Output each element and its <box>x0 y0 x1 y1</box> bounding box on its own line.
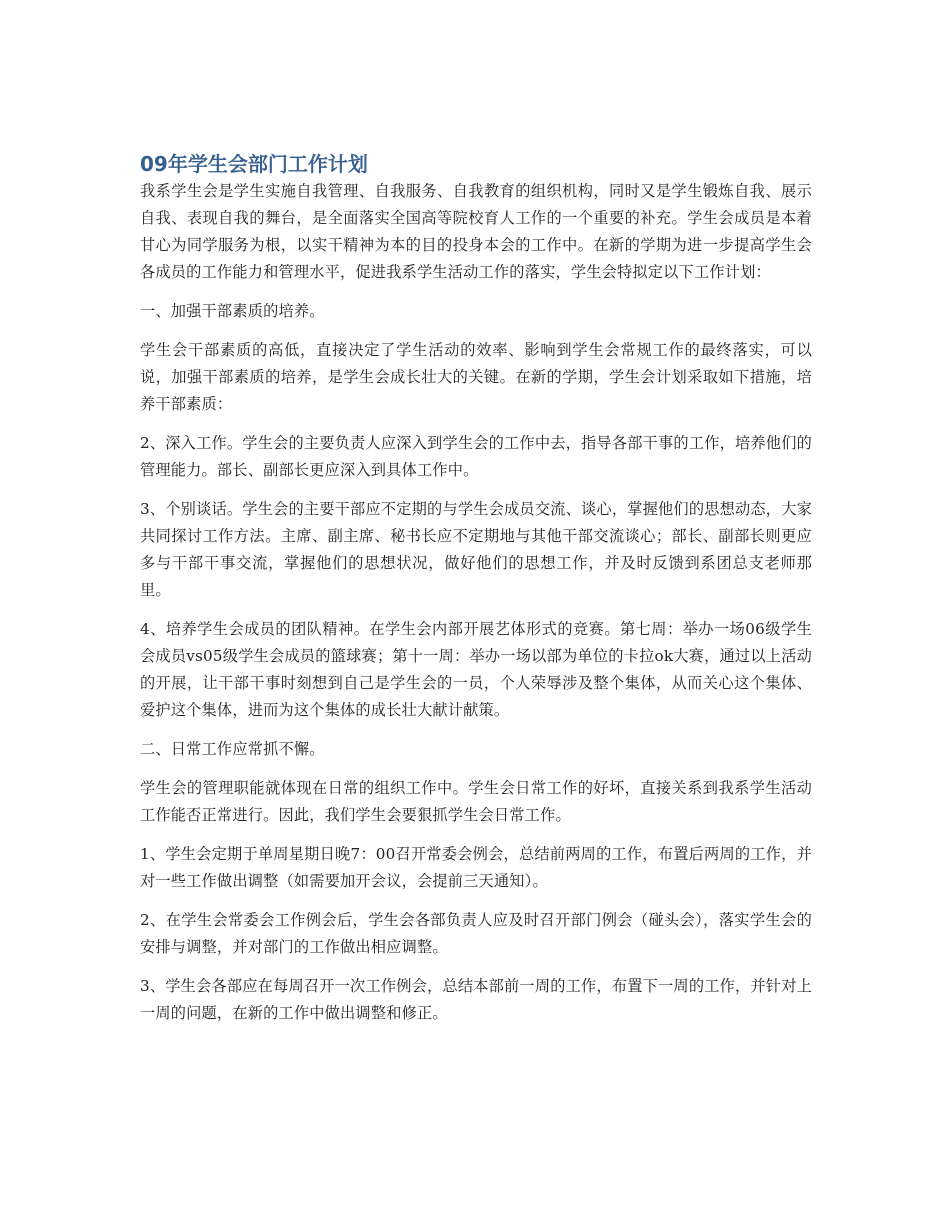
list-item: 3、个别谈话。学生会的主要干部应不定期的与学生会成员交流、谈心，掌握他们的思想动态，大家共同探讨工作方法。主席、副主席、秘书长应不定期地与其他干部交流谈心；部长、副部长则更应多与干部干事交流，掌握他们的思想状况，做好他们的思想工作，并及时反馈到系团总支老师那里。 <box>140 500 812 599</box>
section-heading-1: 一、加强干部素质的培养。 <box>140 302 325 320</box>
paragraph: 学生会的管理职能就体现在日常的组织工作中。学生会日常工作的好坏，直接关系到我系学生活动工作能否正常进行。因此，我们学生会要狠抓学生会日常工作。 <box>140 779 812 824</box>
document-title: 09年学生会部门工作计划 <box>140 152 368 176</box>
list-item: 1、学生会定期于单周星期日晚7：00召开常委会例会，总结前两周的工作，布置后两周的工作，并对一些工作做出调整（如需要加开会议，会提前三天通知）。 <box>140 845 812 890</box>
list-item: 2、在学生会常委会工作例会后，学生会各部负责人应及时召开部门例会（碰头会），落实学生会的安排与调整，并对部门的工作做出相应调整。 <box>140 911 812 956</box>
document-page <box>140 150 812 1039</box>
paragraph: 学生会干部素质的高低，直接决定了学生活动的效率、影响到学生会常规工作的最终落实，可以说，加强干部素质的培养，是学生会成长壮大的关键。在新的学期，学生会计划采取如下措施，培养干部素质： <box>140 341 812 413</box>
paragraph-intro: 我系学生会是学生实施自我管理、自我服务、自我教育的组织机构，同时又是学生锻炼自我、展示自我、表现自我的舞台，是全面落实全国高等院校育人工作的一个重要的补充。学生会成员是本着甘心为同学服务为根，以实干精神为本的目的投身本会的工作中。在新的学期为进一步提高学生会各成员的工作能力和管理水平，促进我系学生活动工作的落实，学生会特拟定以下工作计划： <box>140 182 812 281</box>
list-item: 4、培养学生会成员的团队精神。在学生会内部开展艺体形式的竞赛。第七周：举办一场06级学生会成员vs05级学生会成员的篮球赛；第十一周：举办一场以部为单位的卡拉ok大赛，通过以上活动的开展，让干部干事时刻想到自己是学生会的一员，个人荣辱涉及整个集体，从而关心这个集体、爱护这个集体，进而为这个集体的成长壮大献计献策。 <box>140 620 812 719</box>
list-item: 2、深入工作。学生会的主要负责人应深入到学生会的工作中去，指导各部干事的工作，培养他们的管理能力。部长、副部长更应深入到具体工作中。 <box>140 434 812 479</box>
section-heading-2: 二、日常工作应常抓不懈。 <box>140 740 325 758</box>
list-item: 3、学生会各部应在每周召开一次工作例会，总结本部前一周的工作，布置下一周的工作，并针对上一周的问题，在新的工作中做出调整和修正。 <box>140 977 812 1022</box>
